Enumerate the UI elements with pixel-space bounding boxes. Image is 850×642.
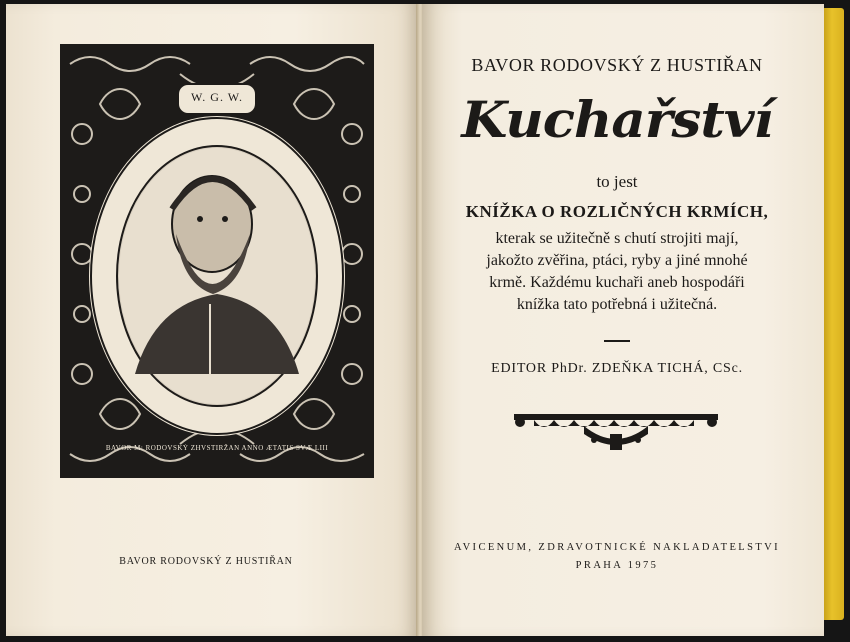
description-line: krmě. Každému kuchaři aneb hospodáři: [489, 274, 745, 291]
ornament-icon: [514, 410, 718, 454]
description-line: knížka tato potřebná i užitečná.: [516, 296, 718, 313]
short-divider: [604, 340, 630, 342]
description: [416, 228, 818, 316]
subtitle: KNÍŽKA O ROZLIČNÝCH KRMÍCH,: [465, 202, 769, 221]
to-jest-line: to jest: [596, 172, 638, 191]
editor-line: EDITOR PhDr. ZDEŇKA TICHÁ, CSc.: [491, 361, 743, 376]
plate-ring-inscription: BAVOR M: RODOVSKÝ ZHVSTIRŽAN ANNO ÆTATIS SVÆ LIII: [105, 444, 329, 452]
description-line: kterak se užitečně s chutí strojiti mají,: [495, 230, 739, 247]
portrait-engraving: [60, 44, 374, 478]
plate-monogram: W. G. W.: [191, 90, 243, 104]
left-page-caption: BAVOR RODOVSKÝ Z HUSTIŘAN: [119, 556, 293, 567]
book-title: Kuchařství: [461, 90, 773, 149]
place-year-line: PRAHA 1975: [575, 560, 659, 571]
author-line: BAVOR RODOVSKÝ Z HUSTIŘAN: [471, 55, 763, 75]
publisher-line: AVICENUM, ZDRAVOTNICKÉ NAKLADATELSTVI: [453, 542, 781, 553]
description-line: jakožto zvěřina, ptáci, ryby a jiné mnohé: [486, 252, 748, 269]
